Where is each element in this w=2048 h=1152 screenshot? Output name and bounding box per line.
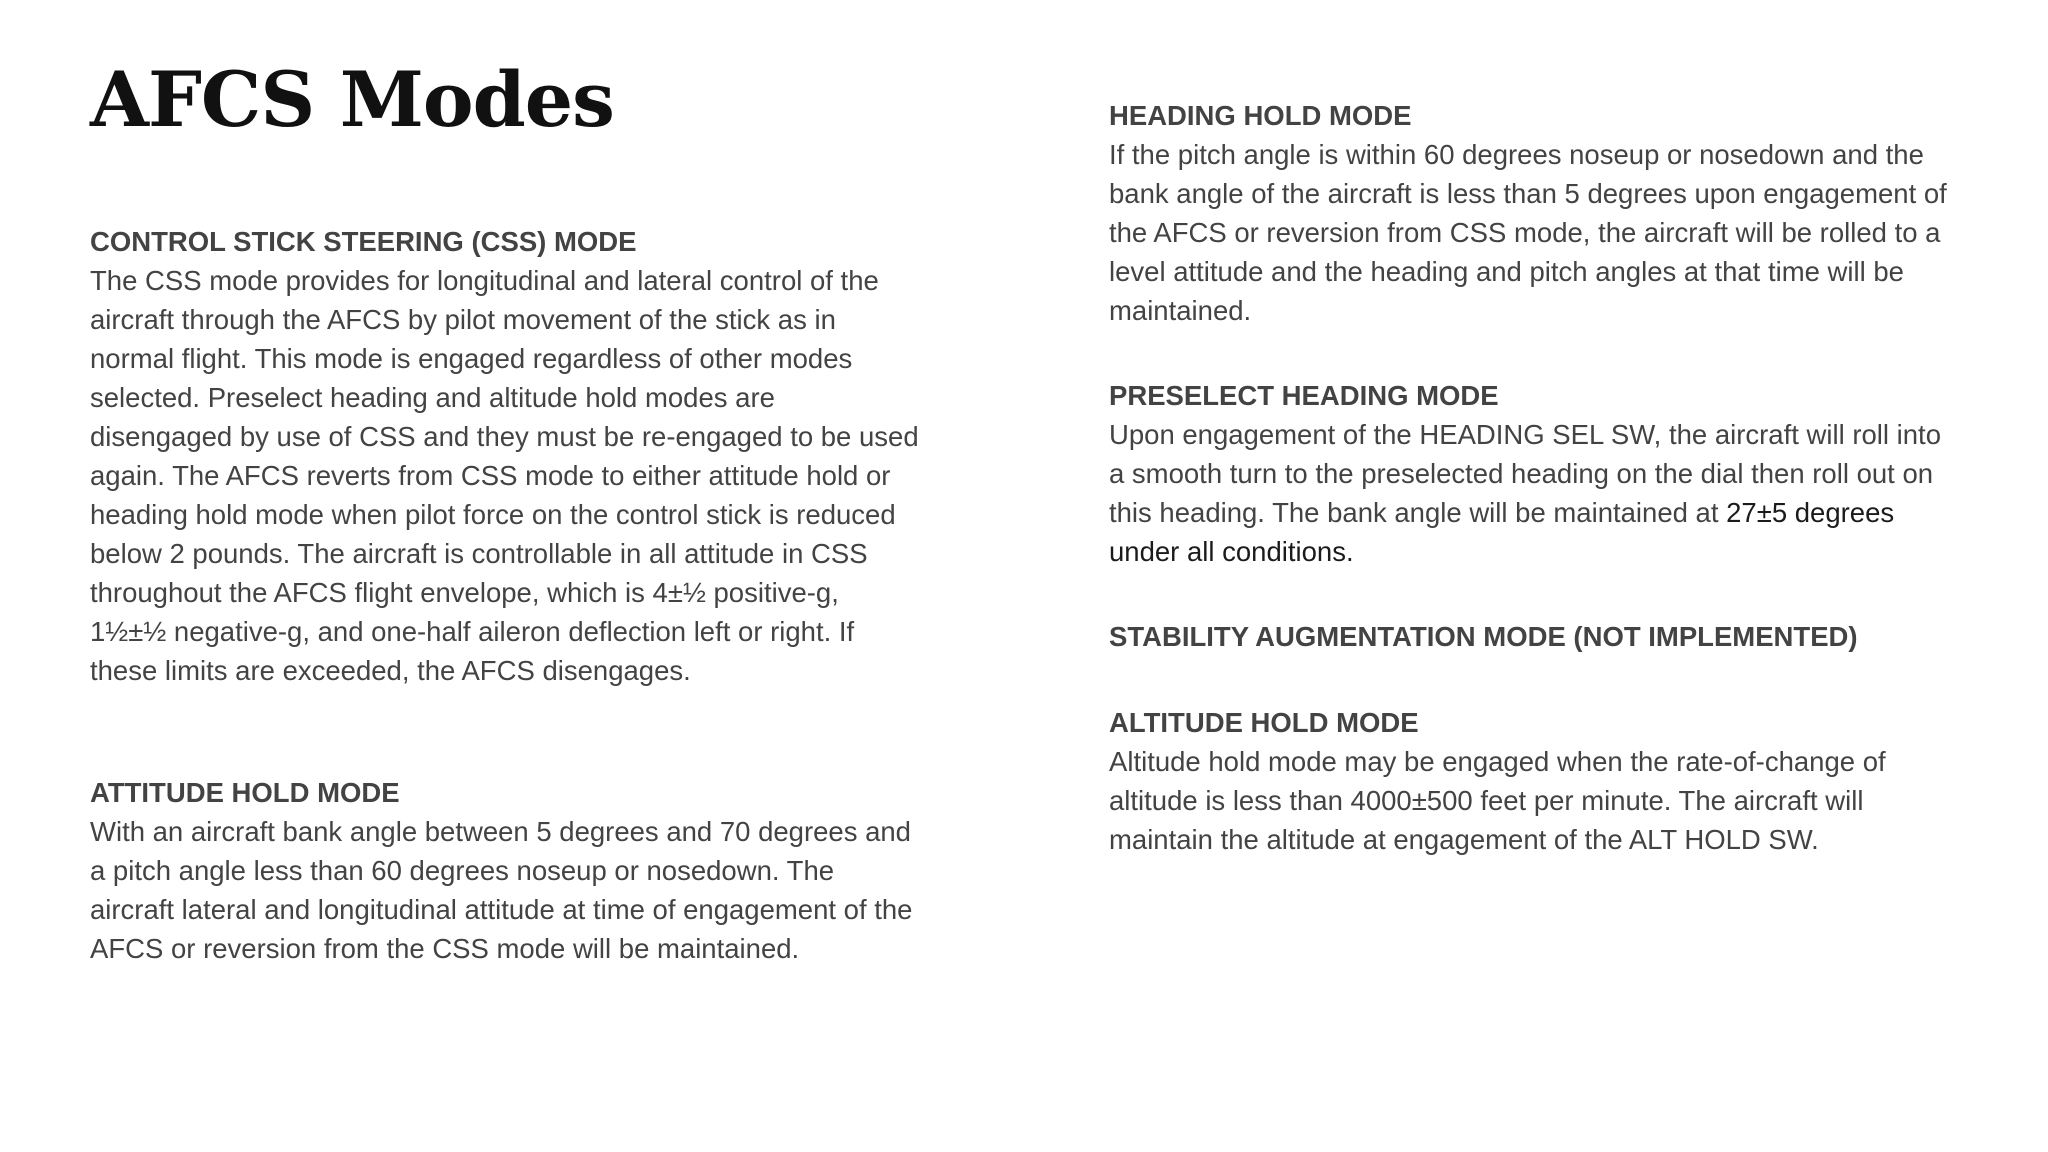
section-body: With an aircraft bank angle between 5 degrees and 70 degrees and a pitch angle less than 60 degrees noseup or nosedown. The aircraft lateral and longitudinal attitude at time of engagement of the AFCS or reversion from the CSS mode will be maintained. [90,816,913,964]
section-altitude-hold [1109,703,1959,859]
section-attitude-hold [90,773,920,968]
section-heading: STABILITY AUGMENTATION MODE (NOT IMPLEMENTED) [1109,621,1858,652]
section-body: If the pitch angle is within 60 degrees noseup or nosedown and the bank angle of the aircraft is less than 5 degrees upon engagement of the AFCS or reversion from CSS mode, the aircraft will be rolled to a level attitude and the heading and pitch angles at that time will be maintained. [1109,139,1947,326]
section-body-main: Upon engagement of the HEADING SEL SW, the aircraft will roll into a smooth turn to the preselected heading on the dial then roll out on this heading. The bank angle will be maintained at [1109,419,1941,528]
section-heading: HEADING HOLD MODE [1109,100,1412,131]
section-body-tail: 27±5 degrees under all conditions. [1109,497,1895,567]
section-body: Altitude hold mode may be engaged when the rate-of-change of altitude is less than 4000±500 feet per minute. The aircraft will maintain the altitude at engagement of the ALT HOLD SW. [1109,746,1886,855]
section-body [1109,415,1959,571]
section-css-mode [90,222,920,690]
section-heading: CONTROL STICK STEERING (CSS) MODE [90,226,637,257]
section-heading: PRESELECT HEADING MODE [1109,380,1499,411]
section-heading-hold [1109,96,1959,330]
section-preselect-heading [1109,376,1959,571]
section-body: The CSS mode provides for longitudinal and lateral control of the aircraft through the AFCS by pilot movement of the stick as in normal flight. This mode is engaged regardless of other modes selected. Preselect heading and altitude hold modes are disengaged by use of CSS and they must be re-engaged to be used again. The AFCS reverts from CSS mode to either attitude hold or heading hold mode when pilot force on the control stick is reduced below 2 pounds. The aircraft is controllable in all attitude in CSS throughout the AFCS flight envelope, which is 4±½ positive-g, 1½±½ negative-g, and one-half aileron deflection left or right. If these limits are exceeded, the AFCS disengages. [90,265,919,686]
page-title: AFCS Modes [90,55,614,144]
section-heading: ALTITUDE HOLD MODE [1109,707,1419,738]
section-stability-augmentation [1109,617,1959,656]
section-heading: ATTITUDE HOLD MODE [90,777,400,808]
